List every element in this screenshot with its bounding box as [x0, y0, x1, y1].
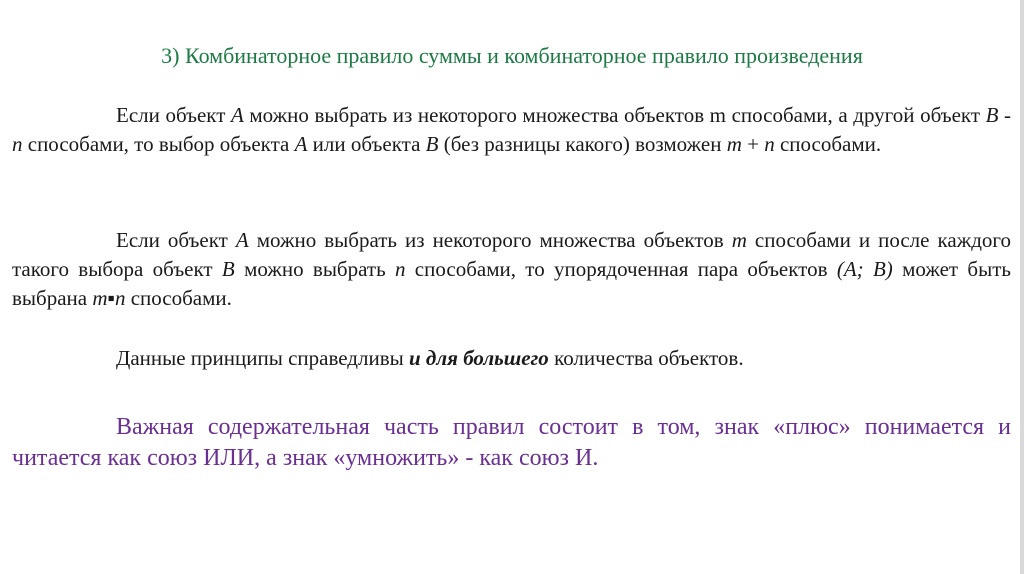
text-run: - [998, 103, 1012, 127]
key-point-text: Важная содержательная часть правил состоит в том, знак «плюс» понимается и читается как союз ИЛИ, а знак «умножить» - как союз И. [12, 414, 1011, 471]
text-run: можно выбрать из некоторого множества объектов [248, 228, 732, 252]
ordered-pair: (A; B) [836, 257, 893, 281]
emphasis-text: и для большего [409, 346, 549, 370]
text-run: количества объектов. [548, 346, 744, 370]
text-run: можно выбрать [234, 257, 395, 281]
object-a-symbol: A [230, 103, 244, 127]
text-run: способами. [125, 286, 232, 310]
sum-rule-paragraph [12, 101, 1011, 159]
product-expression: m▪n [92, 286, 126, 310]
object-b-symbol: B [985, 103, 999, 127]
slide-right-edge [1020, 0, 1024, 574]
object-b-symbol: B [221, 257, 235, 281]
n-symbol: n [764, 132, 775, 156]
text-run: способами, то выбор объекта [22, 132, 295, 156]
text-run: способами, то упорядоченная пара объектов [405, 257, 837, 281]
object-a-symbol: A [235, 228, 249, 252]
slide-title: 3) Комбинаторное правило суммы и комбинаторное правило произведения [161, 43, 863, 68]
text-run: или объекта [307, 132, 426, 156]
text-run: способами. [774, 132, 882, 156]
key-point-paragraph [12, 412, 1011, 474]
object-a-symbol: A [294, 132, 308, 156]
text-run: способами и после каждого такого выбора объект [12, 228, 1012, 281]
text-run: можно выбрать из некоторого множества объектов m способами, а другой объект [243, 103, 986, 127]
object-b-symbol: B [425, 132, 439, 156]
n-symbol: n [12, 132, 23, 156]
m-symbol: m [731, 228, 747, 252]
generalization-paragraph [12, 344, 1011, 373]
m-symbol: m [726, 132, 742, 156]
product-rule-paragraph [12, 226, 1011, 313]
text-run: Если объект [116, 228, 236, 252]
n-symbol: n [394, 257, 406, 281]
text-run: Если объект [116, 103, 231, 127]
text-run: может быть выбрана [12, 257, 1011, 310]
text-run: Данные принципы справедливы [116, 346, 409, 370]
text-run: (без разницы какого) возможен [438, 132, 727, 156]
plus-sign: + [741, 132, 765, 156]
